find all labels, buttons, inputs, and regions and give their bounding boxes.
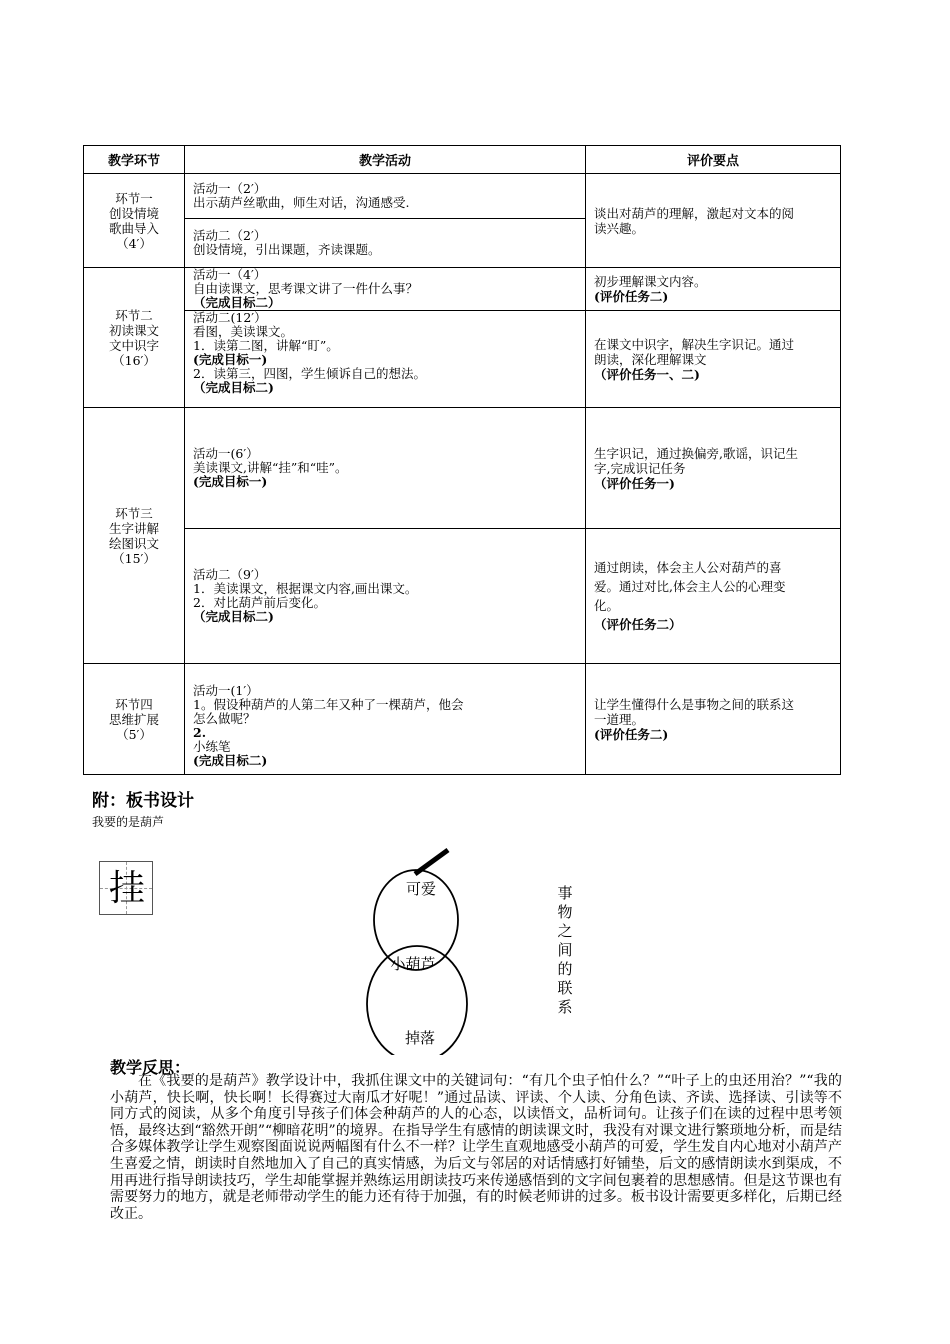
stage-4-activity-1: 活动一(1′） 1。假设种葫芦的人第二年又种了一棵葫芦，他会 怎么做呢？ 2. 小练笔 (完成目标二) [185,664,586,775]
label-cute: 可爱 [405,880,437,898]
label-little-gourd: 小葫芦 [390,955,436,973]
stage-1-evaluation: 谈出对葫芦的理解，激起对文本的阅 读兴趣。 [586,174,841,268]
table-header-row [84,146,841,174]
stage-2-evaluation-2: 在课文中识字，解决生字识记。通过 朗读，深化理解课文 （评价任务一、二) [586,311,841,408]
reflection-body: 在《我要的是葫芦》教学设计中，我抓住课文中的关键词句：“有几个虫子怕什么？”“叶子上的虫还用治？”“我的小葫芦，快长啊，快长啊！长得赛过大南瓜才好呢！”通过品读、评读、个人读、分角色读、齐读、选择读、引读等不同方式的阅读，从多个角度引导孩子们体会种葫芦的人的心态，以读悟文，品析词句。让孩子们在读的过程中思考领悟，最终达到“豁然开朗”“柳暗花明”的境界。在指导学生有感情的朗读课文时，我没有对课文进行繁琐地分析，而是结合多媒体教学让学生观察图面说说两幅图有什么不一样？让学生直观地感受小葫芦的可爱，学生发自内心地对小葫芦产生喜爱之情，朗读时自然地加入了自己的真实情感，为后文与邻居的对话情感打好铺垫，后文的感情朗读水到渠成，不用再进行指导朗读技巧，学生却能掌握并熟练运用朗读技巧来传递感悟到的文字间包裹着的思想感情。但是这节课也有需要努力的地方，就是老师带动学生的能力还有待于加强，有的时候老师讲的过多。板书设计需要更多样化，后期已经改正。 [110,1073,842,1222]
table-row [84,268,841,311]
stage-3-activity-2: 活动二（9′） 1．美读课文，根据课文内容,画出课文。 2．对比葫芦前后变化。 （完成目标二) [185,529,586,664]
table-row [84,311,841,408]
board-design-title: 附：板书设计 [92,791,194,811]
stage-3-cell: 环节三 生字讲解 绘图识文 （15′） [84,408,185,664]
stage-3-evaluation-1: 生字识记，通过换偏旁,歌谣，识记生 字,完成识记任务 （评价任务一) [586,408,841,529]
character-gua: 挂 [108,868,145,909]
table-row [84,174,841,219]
table-row [84,529,841,664]
header-evaluation: 评价要点 [586,146,841,174]
stage-4-evaluation: 让学生懂得什么是事物之间的联系这 一道理。 (评价任务二) [586,664,841,775]
stage-4-cell: 环节四 思维扩展 （5′） [84,664,185,775]
stage-3-evaluation-2: 通过朗读，体会主人公对葫芦的喜 爱。通过对比,体会主人公的心理变 化。 （评价任务二） [586,529,841,664]
gourd-diagram [340,840,490,1055]
stage-2-evaluation-1: 初步理解课文内容。 (评价任务二) [586,268,841,311]
header-stage: 教学环节 [84,146,185,174]
stage-2-cell: 环节二 初读课文 文中识字 （16′） [84,268,185,408]
table-row [84,664,841,775]
label-fall-off: 掉落 [404,1029,436,1047]
lesson-name: 我要的是葫芦 [92,815,165,829]
stage-1-cell: 环节一 创设情境 歌曲导入 （4′） [84,174,185,268]
stage-1-activity-2: 活动二（2′） 创设情境，引出课题，齐读课题。 [185,219,586,268]
reflection-title: 教学反思： [110,1058,191,1077]
character-grid-box [99,861,153,915]
lesson-plan-table [83,145,841,775]
stage-2-activity-1: 活动一（4′） 自由读课文，思考课文讲了一件什么事？ （完成目标二） [185,268,586,311]
vertical-caption: 事 物 之 间 的 联 系 [557,884,573,1016]
stage-2-activity-2: 活动二(12′） 看图，美读课文。 1．读第二图，讲解“盯”。 (完成目标一) 2．读第三，四图，学生倾诉自己的想法。 （完成目标二) [185,311,586,408]
stage-3-activity-1: 活动一(6′） 美读课文,讲解“挂”和“哇”。 (完成目标一) [185,408,586,529]
header-activity: 教学活动 [185,146,586,174]
stage-1-activity-1: 活动一（2′） 出示葫芦丝歌曲，师生对话，沟通感受. [185,174,586,219]
table-row [84,408,841,529]
